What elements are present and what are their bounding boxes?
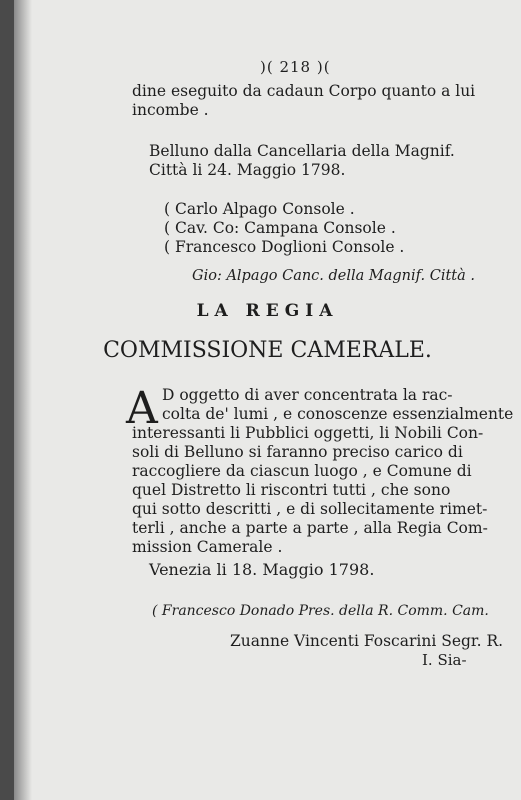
- body-line: quel Distretto li riscontri tutti , che sono: [132, 481, 451, 499]
- body-line: mission Camerale .: [132, 538, 283, 556]
- heading-la-regia: LA REGIA: [196, 301, 339, 321]
- document-page: [14, 0, 521, 800]
- body-line: D oggetto di aver concentrata la rac-: [162, 386, 453, 404]
- signature-secretary: Zuanne Vincenti Foscarini Segr. R.: [230, 632, 504, 650]
- body-line: soli di Belluno si faranno preciso carico di: [132, 443, 463, 461]
- body-line: qui sotto descritti , e di sollecitamente rimet-: [132, 500, 488, 518]
- body-line: interessanti li Pubblici oggetti, li Nobili Con-: [132, 424, 484, 442]
- binding-shadow: [14, 0, 32, 800]
- drop-cap: A: [126, 383, 158, 434]
- console-line: ( Francesco Doglioni Console .: [164, 238, 405, 256]
- text-line: incombe .: [132, 101, 209, 119]
- dateline-line: Città li 24. Maggio 1798.: [149, 161, 346, 179]
- body-line: colta de' lumi , e conoscenze essenzialmente: [162, 405, 514, 423]
- page-number: )( 218 )(: [260, 58, 331, 76]
- signature-chancellor: Gio: Alpago Canc. della Magnif. Città .: [192, 268, 475, 284]
- body-line: raccogliere da ciascun luogo , e Comune di: [132, 462, 472, 480]
- signature-president: ( Francesco Donado Pres. della R. Comm. Cam.: [152, 603, 489, 619]
- dateline-line: Belluno dalla Cancellaria della Magnif.: [149, 142, 455, 160]
- text-line: dine eseguito da cadaun Corpo quanto a lui: [132, 82, 476, 100]
- body-line: terli , anche a parte a parte , alla Regia Com-: [132, 519, 488, 537]
- catchword: I. Sia-: [422, 651, 467, 669]
- heading-commissione: COMMISSIONE CAMERALE.: [103, 338, 432, 363]
- console-line: ( Cav. Co: Campana Console .: [164, 219, 396, 237]
- dateline-venezia: Venezia li 18. Maggio 1798.: [149, 560, 375, 579]
- console-line: ( Carlo Alpago Console .: [164, 200, 355, 218]
